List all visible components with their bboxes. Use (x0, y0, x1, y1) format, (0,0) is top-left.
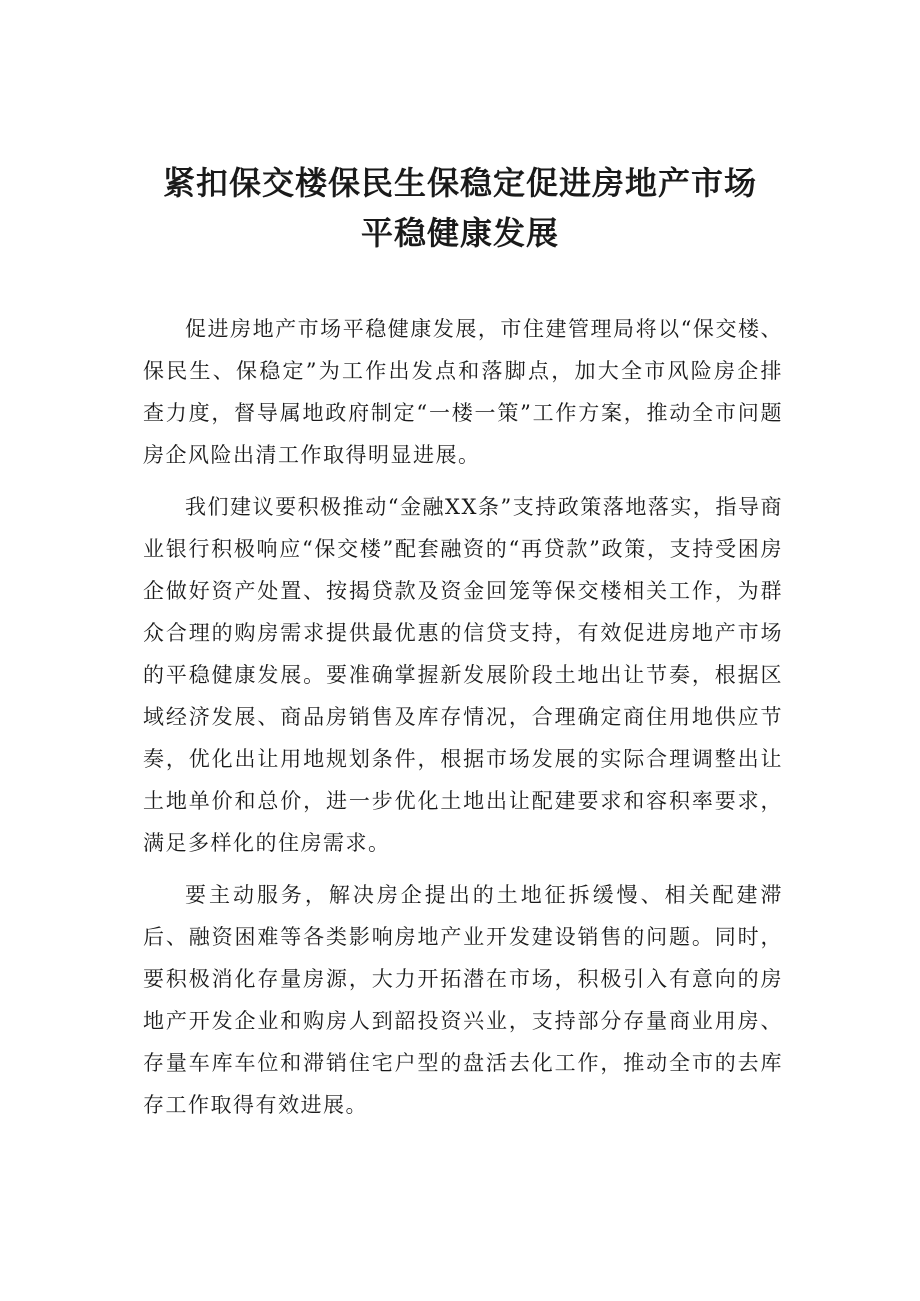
paragraph-3: 要主动服务，解决房企提出的土地征拆缓慢、相关配建滞后、融资困难等各类影响房地产业开发建设销售的问题。同时，要积极消化存量房源，大力开拓潜在市场，积极引入有意向的房地产开发企业和购房人到韶投资兴业，支持部分存量商业用房、存量车库车位和滞销住宅户型的盘活去化工作，推动全市的去库存工作取得有效进展。 (143, 883, 783, 1117)
document-title (120, 158, 800, 258)
paragraph-1: 促进房地产市场平稳健康发展，市住建管理局将以“保交楼、保民生、保稳定”为工作出发点和落脚点，加大全市风险房企排查力度，督导属地政府制定“一楼一策”工作方案，推动全市问题房企风险出清工作取得明显进展。 (143, 317, 783, 467)
title-line-1: 紧扣保交楼保民生保稳定促进房地产市场 (162, 164, 757, 202)
title-line-2: 平稳健康发展 (360, 214, 559, 252)
document-body (143, 308, 783, 1136)
paragraph-2: 我们建议要积极推动“金融XX条”支持政策落地落实，指导商业银行积极响应“保交楼”配套融资的“再贷款”政策，支持受困房企做好资产处置、按揭贷款及资金回笼等保交楼相关工作，为群众合理的购房需求提供最优惠的信贷支持，有效促进房地产市场的平稳健康发展。要准确掌握新发展阶段土地出让节奏，根据区域经济发展、商品房销售及库存情况，合理确定商住用地供应节奏，优化出让用地规划条件，根据市场发展的实际合理调整出让土地单价和总价，进一步优化土地出让配建要求和容积率要求，满足多样化的住房需求。 (143, 495, 783, 855)
